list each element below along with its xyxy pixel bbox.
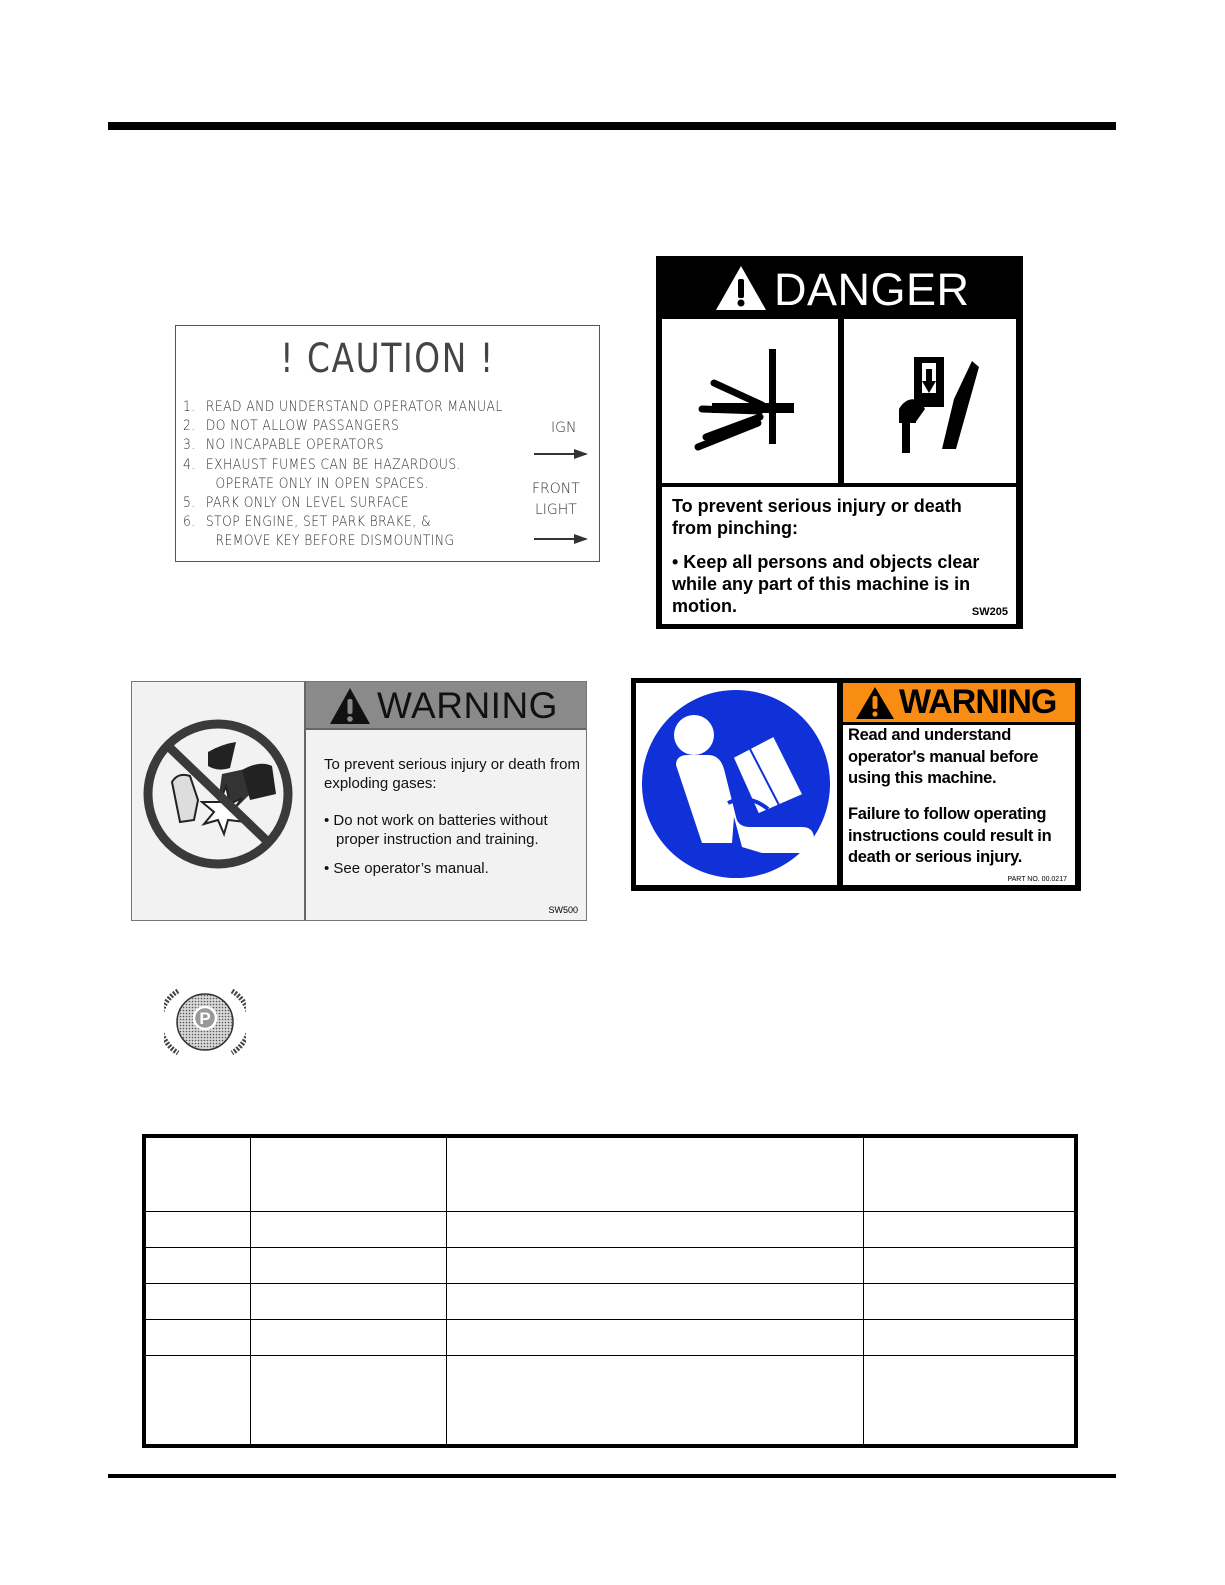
manual-warning-body xyxy=(843,725,1075,885)
table-cell xyxy=(446,1356,863,1446)
table-row xyxy=(144,1284,1076,1320)
table-cell xyxy=(446,1284,863,1320)
caution-item: 4. EXHAUST FUMES CAN BE HAZARDOUS. xyxy=(183,456,461,473)
table-cell xyxy=(446,1212,863,1248)
caution-item: REMOVE KEY BEFORE DISMOUNTING xyxy=(215,533,455,550)
danger-message-panel xyxy=(662,487,1016,624)
battery-warning-bullet: • Do not work on batteries without proper instruction and training. xyxy=(324,812,548,848)
battery-warning-bullet: • See operator’s manual. xyxy=(324,860,489,877)
ign-label: IGN xyxy=(551,420,577,436)
table-cell xyxy=(144,1284,250,1320)
danger-message: To prevent serious injury or death from pinching: xyxy=(672,496,962,538)
crush-panel xyxy=(844,319,1016,483)
danger-decal xyxy=(656,256,1023,629)
danger-header xyxy=(656,256,1023,318)
front-light-label: FRONT LIGHT xyxy=(532,481,580,518)
table-cell xyxy=(250,1356,446,1446)
table-cell xyxy=(446,1320,863,1356)
table-header-row xyxy=(144,1136,1076,1212)
table-row xyxy=(144,1248,1076,1284)
battery-warning-decal xyxy=(131,681,587,921)
battery-warning-code: SW500 xyxy=(548,905,578,915)
danger-title: DANGER xyxy=(774,264,970,315)
ign-arrow-icon xyxy=(534,453,586,455)
caution-decal xyxy=(175,325,600,562)
table-cell xyxy=(863,1136,1076,1212)
alert-triangle-icon xyxy=(714,264,768,312)
front-light-arrow-icon xyxy=(534,538,586,540)
table-row xyxy=(144,1320,1076,1356)
manual-pictogram-panel xyxy=(636,683,837,885)
manual-warning-paragraph: Read and understand operator's manual before using this machine. xyxy=(848,726,1039,787)
caution-item: 1. READ AND UNDERSTAND OPERATOR MANUAL xyxy=(183,399,503,415)
caution-item: 5. PARK ONLY ON LEVEL SURFACE xyxy=(183,495,409,512)
table-cell xyxy=(250,1248,446,1284)
caution-item: OPERATE ONLY IN OPEN SPACES. xyxy=(215,475,429,492)
park-brake-symbol xyxy=(164,985,246,1059)
table-cell xyxy=(863,1212,1076,1248)
table-cell xyxy=(144,1136,250,1212)
bottom-rule xyxy=(108,1474,1116,1478)
caution-list xyxy=(183,398,535,552)
crush-hazard-icon xyxy=(844,319,1016,483)
table-cell xyxy=(446,1136,863,1212)
battery-warning-message: To prevent serious injury or death from exploding gases: xyxy=(324,756,580,792)
table-cell xyxy=(863,1248,1076,1284)
table-cell xyxy=(446,1248,863,1284)
top-rule xyxy=(108,122,1116,130)
danger-code: SW205 xyxy=(971,606,1008,618)
table-cell xyxy=(144,1356,250,1446)
table-row xyxy=(144,1212,1076,1248)
manual-warning-decal xyxy=(631,678,1081,891)
manual-warning-title: WARNING xyxy=(899,683,1057,721)
table-cell xyxy=(144,1212,250,1248)
park-brake-letter: P xyxy=(199,1009,211,1028)
table-cell xyxy=(863,1284,1076,1320)
battery-warning-title: WARNING xyxy=(377,685,558,726)
table-cell xyxy=(144,1248,250,1284)
table-cell xyxy=(250,1212,446,1248)
alert-triangle-icon xyxy=(855,686,895,720)
pinch-hazard-icon xyxy=(662,319,838,483)
caution-title: ! CAUTION ! xyxy=(280,336,495,382)
caution-item: 6. STOP ENGINE, SET PARK BRAKE, & xyxy=(183,514,432,531)
caution-item: 3. NO INCAPABLE OPERATORS xyxy=(183,437,385,454)
table-cell xyxy=(863,1356,1076,1446)
table-cell xyxy=(144,1320,250,1356)
table-cell xyxy=(250,1136,446,1212)
read-manual-icon xyxy=(636,683,837,885)
battery-warning-body xyxy=(324,755,586,878)
caution-item: 2. DO NOT ALLOW PASSANGERS xyxy=(183,418,400,435)
manual-warning-paragraph: Failure to follow operating instructions could result in death or serious injury. xyxy=(848,805,1052,866)
table-cell xyxy=(863,1320,1076,1356)
no-battery-spark-icon xyxy=(132,682,304,920)
manual-warning-part-no: PART NO. 00.0217 xyxy=(1007,876,1067,883)
spec-table xyxy=(142,1134,1078,1448)
manual-warning-header xyxy=(843,683,1075,722)
danger-bullet: • Keep all persons and objects clear while any part of this machine is in motion. xyxy=(672,552,980,616)
table-cell xyxy=(250,1284,446,1320)
table-row xyxy=(144,1356,1076,1446)
battery-warning-header xyxy=(306,682,586,730)
park-brake-icon xyxy=(164,985,246,1059)
pinch-panel xyxy=(662,319,838,483)
table-cell xyxy=(250,1320,446,1356)
alert-triangle-icon xyxy=(328,686,372,726)
